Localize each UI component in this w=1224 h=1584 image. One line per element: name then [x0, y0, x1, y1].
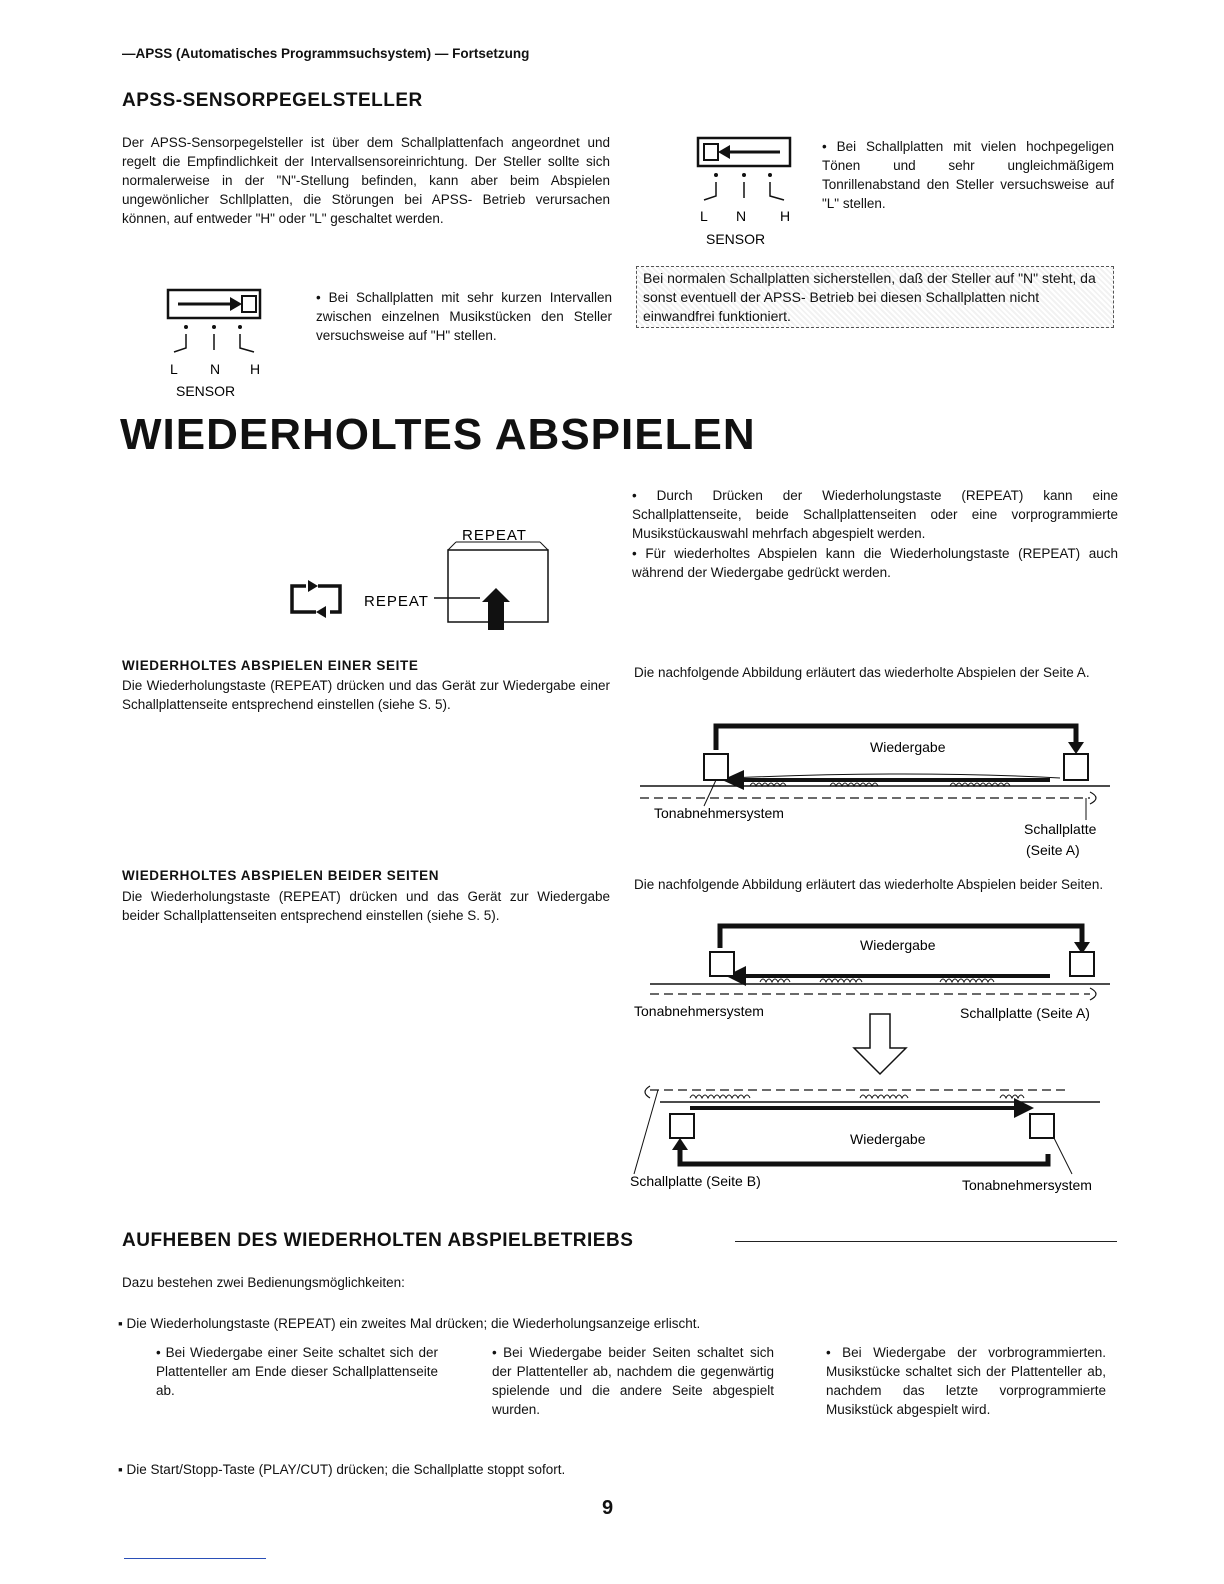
tonearm-label: Tonabnehmersystem: [654, 805, 784, 821]
square-bullet-icon: ▪: [118, 1316, 127, 1331]
repeat-indicator-icon: [292, 580, 340, 618]
sensor-label: SENSOR: [706, 231, 766, 247]
cancel-heading-rule: [735, 1241, 1117, 1242]
one-side-caption: Die nachfolgende Abbildung erläutert das wiederholte Abspielen der Seite A.: [634, 665, 1090, 680]
apss-bullet-l: [822, 137, 1114, 213]
tonearm-icon: [704, 754, 728, 780]
both-sides-text: Die Wiederholungstaste (REPEAT) drücken und das Gerät zur Wiedergabe beider Schallplattenseiten entsprechend einstellen (siehe S. 5).: [122, 889, 610, 923]
tonearm-a-end-icon: [1070, 952, 1094, 976]
record-b-label: Schallplatte (Seite B): [630, 1173, 761, 1189]
cancel-sub-1-text: Bei Wiedergabe einer Seite schaltet sich der Plattenteller am Ende dieser Schallplattenseite ab.: [156, 1345, 438, 1398]
apss-bullet-h-text: Bei Schallplatten mit sehr kurzen Intervallen zwischen einzelnen Musikstücken den Steller versuchsweise auf "H" stellen.: [316, 290, 612, 343]
record-a-label: Schallplatte (Seite A): [960, 1005, 1090, 1021]
both-sides-diagram: [630, 918, 1124, 1196]
pos-h-label: H: [250, 361, 261, 377]
one-side-diagram: [630, 714, 1124, 860]
bullet-dot-icon: •: [316, 290, 329, 305]
apss-bullet-l-text: Bei Schallplatten mit vielen hochpegeligen Tönen und sehr ungleichmäßigem Tonrillenabstand den Steller versuchsweise auf "L" stellen.: [822, 139, 1114, 211]
running-header: —APSS (Automatisches Programmsuchsystem) — Fortsetzung: [122, 46, 530, 61]
apss-intro: Der APSS-Sensorpegelsteller ist über dem Schallplattenfach angeordnet und regelt die Empfindlichkeit der Intervallsensoreinrichtung. Der Steller sollte sich normalerweise in der "N"-Stellung befinden, kann aber beim Abspielen ungewönlicher Schllplatten, die Störungen bei APSS- Betrieb verursachen können, auf entweder "H" oder "L" geschaltet werden.: [122, 135, 610, 226]
both-sides-heading: WIEDERHOLTES ABSPIELEN BEIDER SEITEN: [122, 868, 440, 883]
pos-h-label: H: [780, 208, 791, 224]
bullet-dot-icon: •: [492, 1345, 504, 1360]
cancel-sub-2: [492, 1343, 774, 1419]
sensor-diagram-l: [690, 134, 810, 252]
tonearm-a-label: Tonabnehmersystem: [634, 1003, 764, 1019]
bullet-dot-icon: •: [632, 546, 646, 561]
cancel-heading: AUFHEBEN DES WIEDERHOLTEN ABSPIELBETRIEBS: [122, 1230, 634, 1251]
bullet-dot-icon: •: [822, 139, 837, 154]
bullet-dot-icon: •: [826, 1345, 843, 1360]
footer-line: [124, 1558, 266, 1559]
cancel-sub-3: [826, 1343, 1106, 1419]
one-side-heading: WIEDERHOLTES ABSPIELEN EINER SEITE: [122, 658, 419, 673]
bullet-dot-icon: •: [632, 488, 657, 503]
record-label: Schallplatte: [1024, 821, 1097, 837]
tonearm-b-label: Tonabnehmersystem: [962, 1177, 1092, 1193]
both-sides-caption: Die nachfolgende Abbildung erläutert das wiederholte Abspielen beider Seiten.: [634, 877, 1104, 892]
playback-label: Wiedergabe: [870, 739, 946, 755]
repeat-bullet-1-text: Durch Drücken der Wiederholungstaste (REPEAT) kann eine Schallplattenseite, beide Schallplattenseiten oder eine vorprogrammierte Musikstückauswahl mehrfach abgespielt werden.: [632, 488, 1118, 541]
cancel-intro: Dazu bestehen zwei Bedienungsmöglichkeiten:: [122, 1275, 405, 1290]
apss-heading: APSS-SENSORPEGELSTELLER: [122, 90, 423, 111]
apss-note-box: [636, 266, 1114, 328]
page-number: 9: [602, 1497, 614, 1519]
bullet-dot-icon: •: [156, 1345, 166, 1360]
sensor-label: SENSOR: [176, 383, 236, 399]
repeat-title: WIEDERHOLTES ABSPIELEN: [120, 410, 756, 459]
cancel-option-1: [118, 1314, 1118, 1333]
pos-n-label: N: [736, 208, 747, 224]
cancel-sub-3-text: Bei Wiedergabe der vorbrogrammierten. Musikstücke schaltet sich der Plattenteller ab, nachdem das letzte vorprogrammierte Musikstück abgespielt wird.: [826, 1345, 1107, 1417]
cancel-option-2: [118, 1460, 1118, 1479]
tonearm-end-icon: [1064, 754, 1088, 780]
cancel-option-1-text: Die Wiederholungstaste (REPEAT) ein zweites Mal drücken; die Wiederholungsanzeige erlischt.: [126, 1316, 701, 1331]
repeat-button-label: REPEAT: [462, 527, 527, 544]
cancel-sub-2-text: Bei Wiedergabe beider Seiten schaltet sich der Plattenteller ab, nachdem die gegenwärtig spielende und die andere Seite abgespielt wurden.: [492, 1345, 774, 1417]
pos-l-label: L: [700, 208, 708, 224]
playback-a-label: Wiedergabe: [860, 937, 936, 953]
repeat-bullet-2-text: Für wiederholtes Abspielen kann die Wiederholungstaste (REPEAT) auch während der Wiedergabe gedrückt werden.: [632, 546, 1118, 580]
one-side-text: Die Wiederholungstaste (REPEAT) drücken und das Gerät zur Wiedergabe einer Schallplattenseite entsprechend einstellen (siehe S. 5).: [122, 678, 610, 712]
repeat-indicator-label: REPEAT: [364, 593, 429, 610]
sensor-diagram-h: [160, 282, 280, 402]
pos-n-label: N: [210, 361, 221, 377]
apss-bullet-h: [316, 288, 612, 345]
playback-b-label: Wiedergabe: [850, 1131, 926, 1147]
repeat-bullet-1: [632, 486, 1118, 543]
tonearm-b-icon: [1030, 1114, 1054, 1138]
tonearm-b-start-icon: [670, 1114, 694, 1138]
repeat-bullet-2: [632, 544, 1118, 582]
square-bullet-icon: ▪: [118, 1462, 127, 1477]
tonearm-a-icon: [710, 952, 734, 976]
cancel-option-2-text: Die Start/Stopp-Taste (PLAY/CUT) drücken; die Schallplatte stoppt sofort.: [126, 1462, 566, 1477]
cancel-sub-1: [156, 1343, 438, 1400]
pos-l-label: L: [170, 361, 178, 377]
apss-note-text: Bei normalen Schallplatten sicherstellen, daß der Steller auf "N" steht, da sonst eventuell der APSS- Betrieb bei diesen Schallplatten nicht einwandfrei funktioniert.: [643, 270, 1096, 324]
flip-arrow-icon: [854, 1014, 906, 1074]
repeat-button-illustration: [284, 522, 564, 638]
record-side-label: (Seite A): [1026, 842, 1080, 858]
